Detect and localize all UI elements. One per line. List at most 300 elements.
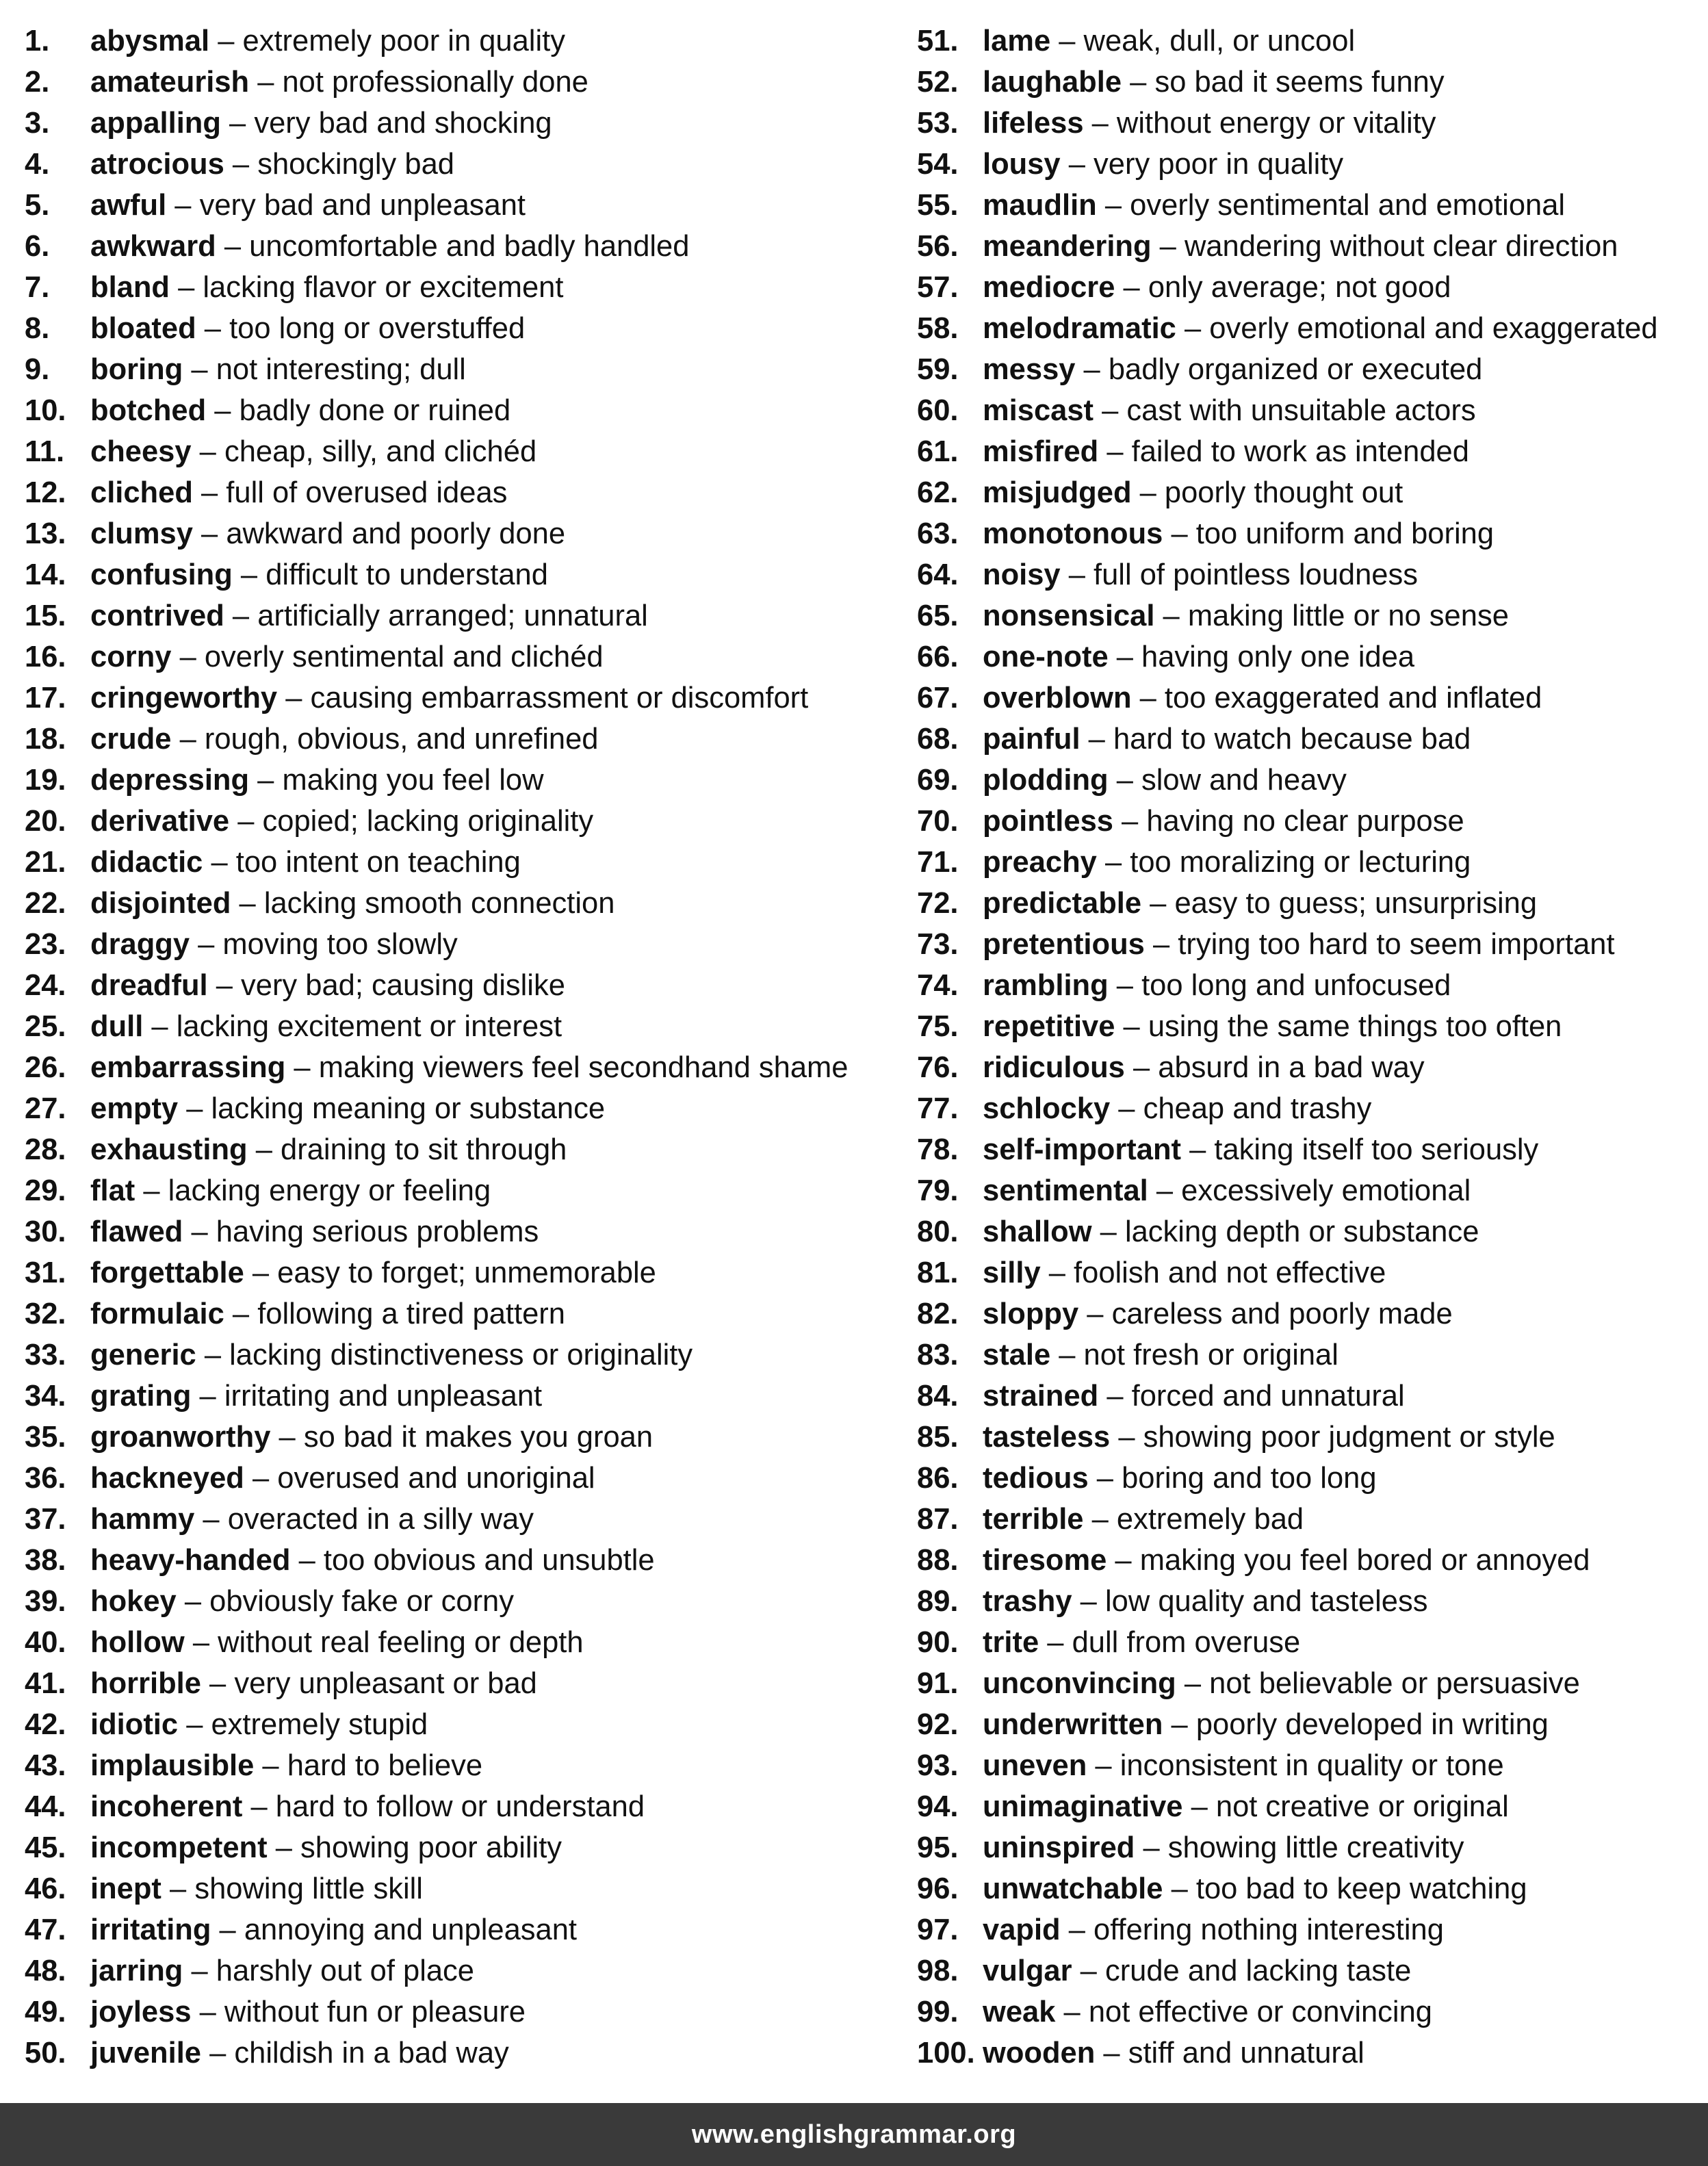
item-separator: – (1118, 1421, 1135, 1454)
item-word: overblown (983, 682, 1132, 714)
item-separator: – (179, 641, 196, 673)
item-word: appalling (90, 107, 221, 140)
item-separator: – (1102, 394, 1119, 427)
item-separator: – (198, 928, 215, 961)
item-definition: lacking distinctiveness or originality (229, 1339, 693, 1371)
list-item (917, 965, 1704, 1006)
list-item (25, 185, 907, 226)
item-definition: lacking smooth connection (263, 887, 615, 920)
list-item (917, 103, 1704, 144)
list-item (25, 842, 907, 883)
item-number: 20. (25, 805, 66, 838)
list-item (25, 719, 907, 760)
item-definition: too exaggerated and inflated (1164, 682, 1542, 714)
list-item (25, 21, 907, 62)
item-word: melodramatic (983, 312, 1176, 345)
item-separator: – (170, 1872, 187, 1905)
list-item (25, 1499, 907, 1540)
item-number: 31. (25, 1256, 66, 1289)
item-separator: – (252, 1256, 270, 1289)
item-definition: weak, dull, or uncool (1083, 25, 1356, 57)
item-separator: – (1091, 107, 1109, 140)
item-definition: lacking meaning or substance (211, 1092, 606, 1125)
list-item (917, 472, 1704, 513)
item-separator: – (151, 1010, 168, 1043)
item-definition: lacking energy or feeling (168, 1174, 491, 1207)
item-word: groanworthy (90, 1421, 271, 1454)
item-separator: – (279, 1421, 296, 1454)
item-word: empty (90, 1092, 179, 1125)
item-definition: extremely poor in quality (242, 25, 565, 57)
item-number: 87. (917, 1503, 959, 1536)
item-number: 8. (25, 312, 50, 345)
item-word: derivative (90, 805, 230, 838)
list-item (25, 1991, 907, 2033)
list-item (25, 1786, 907, 1827)
item-number: 83. (917, 1339, 959, 1371)
item-number: 79. (917, 1174, 959, 1207)
item-number: 43. (25, 1749, 66, 1782)
item-word: didactic (90, 846, 203, 879)
item-separator: – (186, 1092, 203, 1125)
item-definition: harshly out of place (216, 1955, 474, 1987)
item-number: 57. (917, 271, 959, 304)
list-item (25, 144, 907, 185)
item-separator: – (203, 1503, 220, 1536)
footer-bar (0, 2103, 1708, 2166)
list-item (25, 760, 907, 801)
item-definition: making little or no sense (1187, 599, 1509, 632)
item-separator: – (179, 723, 196, 756)
item-separator: – (219, 1913, 236, 1946)
item-separator: – (229, 107, 246, 140)
item-definition: cast with unsuitable actors (1126, 394, 1476, 427)
list-item (25, 1335, 907, 1376)
list-item (25, 1088, 907, 1129)
list-item (917, 226, 1704, 267)
item-number: 47. (25, 1913, 66, 1946)
item-word: inept (90, 1872, 161, 1905)
item-definition: very bad and shocking (254, 107, 552, 140)
item-definition: irritating and unpleasant (224, 1380, 543, 1413)
item-number: 39. (25, 1585, 66, 1618)
item-separator: – (1063, 1996, 1081, 2028)
item-number: 26. (25, 1051, 66, 1084)
list-item (25, 1047, 907, 1088)
list-item (917, 1868, 1704, 1909)
item-separator: – (1068, 1913, 1085, 1946)
list-item (25, 1252, 907, 1293)
item-separator: – (1116, 969, 1133, 1002)
list-item (917, 1417, 1704, 1458)
item-definition: following a tired pattern (257, 1298, 565, 1330)
item-number: 41. (25, 1667, 66, 1700)
item-word: botched (90, 394, 207, 427)
item-word: tiresome (983, 1544, 1107, 1577)
item-definition: offering nothing interesting (1094, 1913, 1444, 1946)
item-number: 78. (917, 1133, 959, 1166)
list-item (25, 431, 907, 472)
list-item (917, 1047, 1704, 1088)
item-definition: very bad and unpleasant (199, 189, 526, 222)
item-number: 24. (25, 969, 66, 1002)
item-separator: – (191, 1215, 208, 1248)
list-item (25, 1006, 907, 1047)
item-word: atrocious (90, 148, 224, 181)
list-item (917, 144, 1704, 185)
list-item (25, 554, 907, 595)
list-item (25, 1211, 907, 1252)
item-separator: – (1115, 1544, 1132, 1577)
item-separator: – (1100, 1215, 1117, 1248)
item-definition: showing little creativity (1167, 1831, 1464, 1864)
item-word: strained (983, 1380, 1099, 1413)
list-item (25, 1827, 907, 1868)
list-item (917, 431, 1704, 472)
item-definition: easy to forget; unmemorable (277, 1256, 656, 1289)
list-item (25, 308, 907, 349)
list-item (25, 267, 907, 308)
list-item (25, 1868, 907, 1909)
item-number: 71. (917, 846, 959, 879)
item-definition: taking itself too seriously (1214, 1133, 1539, 1166)
item-definition: wandering without clear direction (1184, 230, 1618, 263)
item-word: pretentious (983, 928, 1145, 961)
item-number: 72. (917, 887, 959, 920)
item-number: 66. (917, 641, 959, 673)
list-item (25, 390, 907, 431)
item-word: meandering (983, 230, 1152, 263)
item-number: 1. (25, 25, 50, 57)
item-word: shallow (983, 1215, 1092, 1248)
item-definition: too bad to keep watching (1195, 1872, 1527, 1905)
list-item (25, 801, 907, 842)
item-separator: – (1059, 25, 1076, 57)
item-definition: careless and poorly made (1111, 1298, 1453, 1330)
item-separator: – (1048, 1256, 1065, 1289)
list-item (917, 801, 1704, 842)
item-number: 54. (917, 148, 959, 181)
item-word: uneven (983, 1749, 1087, 1782)
item-definition: foolish and not effective (1074, 1256, 1386, 1289)
item-number: 92. (917, 1708, 959, 1741)
list-item (917, 1376, 1704, 1417)
list-item (917, 308, 1704, 349)
list-item (917, 1745, 1704, 1786)
list-item (917, 1581, 1704, 1622)
item-word: implausible (90, 1749, 255, 1782)
item-word: messy (983, 353, 1076, 386)
item-word: bland (90, 271, 170, 304)
item-word: flat (90, 1174, 135, 1207)
item-definition: rough, obvious, and unrefined (204, 723, 599, 756)
item-number: 16. (25, 641, 66, 673)
item-separator: – (232, 1298, 250, 1330)
item-number: 75. (917, 1010, 959, 1043)
item-separator: – (143, 1174, 160, 1207)
item-separator: – (1191, 1790, 1208, 1823)
item-separator: – (184, 1585, 202, 1618)
item-number: 73. (917, 928, 959, 961)
item-separator: – (199, 435, 216, 468)
item-separator: – (191, 353, 208, 386)
item-separator: – (1104, 846, 1122, 879)
item-number: 9. (25, 353, 50, 386)
item-number: 80. (917, 1215, 959, 1248)
item-definition: childish in a bad way (234, 2037, 509, 2070)
item-number: 14. (25, 558, 66, 591)
list-item (25, 1745, 907, 1786)
item-number: 27. (25, 1092, 66, 1125)
item-number: 65. (917, 599, 959, 632)
item-word: silly (983, 1256, 1041, 1289)
item-number: 96. (917, 1872, 959, 1905)
item-separator: – (275, 1831, 292, 1864)
item-definition: full of overused ideas (226, 476, 508, 509)
item-separator: – (1156, 1174, 1174, 1207)
item-separator: – (214, 394, 231, 427)
item-separator: – (1171, 1708, 1188, 1741)
item-separator: – (1088, 723, 1105, 756)
item-word: schlocky (983, 1092, 1111, 1125)
item-number: 53. (917, 107, 959, 140)
item-definition: annoying and unpleasant (244, 1913, 577, 1946)
item-separator: – (1123, 1010, 1140, 1043)
item-definition: absurd in a bad way (1158, 1051, 1425, 1084)
item-number: 45. (25, 1831, 66, 1864)
item-definition: lacking depth or substance (1124, 1215, 1479, 1248)
list-item (917, 678, 1704, 719)
item-word: unwatchable (983, 1872, 1163, 1905)
item-definition: hard to follow or understand (275, 1790, 645, 1823)
item-separator: – (1096, 1462, 1113, 1495)
item-number: 86. (917, 1462, 959, 1495)
item-word: underwritten (983, 1708, 1163, 1741)
item-word: awful (90, 189, 167, 222)
item-separator: – (174, 189, 192, 222)
item-word: abysmal (90, 25, 210, 57)
item-number: 46. (25, 1872, 66, 1905)
item-number: 90. (917, 1626, 959, 1659)
item-separator: – (1068, 148, 1085, 181)
item-definition: having only one idea (1141, 641, 1415, 673)
item-word: preachy (983, 846, 1097, 879)
item-number: 56. (917, 230, 959, 263)
item-separator: – (1068, 558, 1085, 591)
item-word: painful (983, 723, 1081, 756)
item-separator: – (186, 1708, 203, 1741)
item-separator: – (1122, 805, 1139, 838)
list-item (25, 1129, 907, 1170)
item-definition: overacted in a silly way (227, 1503, 534, 1536)
item-number: 62. (917, 476, 959, 509)
item-number: 13. (25, 517, 66, 550)
list-item (25, 924, 907, 965)
footer-url[interactable]: www.englishgrammar.org (691, 2119, 1017, 2149)
item-separator: – (1059, 1339, 1076, 1371)
item-definition: trying too hard to seem important (1178, 928, 1615, 961)
item-word: weak (983, 1996, 1056, 2028)
item-word: unimaginative (983, 1790, 1183, 1823)
item-number: 30. (25, 1215, 66, 1248)
item-definition: too moralizing or lecturing (1130, 846, 1471, 879)
item-word: cliched (90, 476, 193, 509)
item-definition: inconsistent in quality or tone (1120, 1749, 1504, 1782)
item-separator: – (1139, 682, 1156, 714)
item-number: 74. (917, 969, 959, 1002)
item-number: 76. (917, 1051, 959, 1084)
item-definition: using the same things too often (1148, 1010, 1562, 1043)
list-item (917, 760, 1704, 801)
item-separator: – (239, 887, 256, 920)
list-item (25, 226, 907, 267)
item-separator: – (1184, 1667, 1202, 1700)
item-definition: making viewers feel secondhand shame (318, 1051, 849, 1084)
item-number: 89. (917, 1585, 959, 1618)
list-item (25, 1540, 907, 1581)
item-definition: easy to guess; unsurprising (1174, 887, 1538, 920)
item-definition: so bad it makes you groan (303, 1421, 654, 1454)
list-item (25, 636, 907, 678)
item-word: hokey (90, 1585, 177, 1618)
item-separator: – (1139, 476, 1156, 509)
item-word: incoherent (90, 1790, 243, 1823)
item-word: exhausting (90, 1133, 248, 1166)
item-definition: uncomfortable and badly handled (249, 230, 690, 263)
item-separator: – (1123, 271, 1140, 304)
list-item (25, 1663, 907, 1704)
item-number: 81. (917, 1256, 959, 1289)
item-separator: – (209, 1667, 227, 1700)
item-definition: lacking excitement or interest (176, 1010, 562, 1043)
item-definition: not effective or convincing (1088, 1996, 1432, 2028)
item-number: 85. (917, 1421, 959, 1454)
list-item (917, 1909, 1704, 1950)
item-definition: very bad; causing dislike (241, 969, 565, 1002)
item-separator: – (192, 1626, 210, 1659)
list-item (917, 513, 1704, 554)
item-separator: – (201, 476, 218, 509)
list-item (917, 1622, 1704, 1663)
item-definition: showing poor ability (300, 1831, 562, 1864)
item-separator: – (1143, 1831, 1160, 1864)
list-item (917, 554, 1704, 595)
item-number: 4. (25, 148, 50, 181)
item-word: sloppy (983, 1298, 1079, 1330)
item-separator: – (191, 1955, 208, 1987)
list-item (917, 1293, 1704, 1335)
item-word: sentimental (983, 1174, 1148, 1207)
item-number: 36. (25, 1462, 66, 1495)
item-number: 70. (917, 805, 959, 838)
list-item (25, 965, 907, 1006)
item-definition: so bad it seems funny (1154, 66, 1445, 99)
item-separator: – (224, 230, 242, 263)
item-word: plodding (983, 764, 1109, 797)
list-item (25, 513, 907, 554)
item-word: generic (90, 1339, 196, 1371)
item-definition: lacking flavor or excitement (203, 271, 564, 304)
item-word: ridiculous (983, 1051, 1125, 1084)
list-item (917, 719, 1704, 760)
item-word: nonsensical (983, 599, 1155, 632)
list-item (917, 595, 1704, 636)
item-word: clumsy (90, 517, 193, 550)
list-item (917, 1991, 1704, 2033)
item-separator: – (1133, 1051, 1150, 1084)
item-separator: – (1107, 1380, 1124, 1413)
item-number: 23. (25, 928, 66, 961)
item-definition: awkward and poorly done (226, 517, 566, 550)
item-word: confusing (90, 558, 233, 591)
item-word: draggy (90, 928, 190, 961)
item-definition: too obvious and unsubtle (323, 1544, 655, 1577)
item-separator: – (1116, 764, 1133, 797)
list-item (917, 883, 1704, 924)
item-number: 82. (917, 1298, 959, 1330)
list-item (917, 1335, 1704, 1376)
list-item (25, 103, 907, 144)
item-definition: not creative or original (1215, 1790, 1509, 1823)
item-separator: – (1080, 1585, 1097, 1618)
item-separator: – (257, 764, 274, 797)
item-number: 11. (25, 435, 65, 468)
item-separator: – (199, 1996, 216, 2028)
list-item (917, 1129, 1704, 1170)
item-separator: – (201, 517, 218, 550)
list-item (25, 595, 907, 636)
item-separator: – (285, 682, 302, 714)
list-item (917, 1663, 1704, 1704)
list-item (917, 842, 1704, 883)
item-definition: full of pointless loudness (1094, 558, 1418, 591)
list-item (25, 1458, 907, 1499)
item-definition: without real feeling or depth (218, 1626, 584, 1659)
item-definition: without fun or pleasure (224, 1996, 526, 2028)
item-definition: draining to sit through (281, 1133, 567, 1166)
item-separator: – (255, 1133, 272, 1166)
item-definition: cheap and trashy (1143, 1092, 1372, 1125)
list-item (917, 2033, 1704, 2074)
item-number: 49. (25, 1996, 66, 2028)
item-separator: – (298, 1544, 315, 1577)
list-item (917, 1252, 1704, 1293)
item-word: noisy (983, 558, 1061, 591)
list-item (25, 1622, 907, 1663)
item-word: mediocre (983, 271, 1115, 304)
item-separator: – (204, 312, 221, 345)
item-separator: – (1116, 641, 1133, 673)
item-number: 44. (25, 1790, 66, 1823)
item-definition: cheap, silly, and clichéd (224, 435, 537, 468)
list-item (25, 472, 907, 513)
item-word: disjointed (90, 887, 231, 920)
item-number: 3. (25, 107, 50, 140)
item-separator: – (1047, 1626, 1064, 1659)
item-word: heavy-handed (90, 1544, 291, 1577)
item-word: flawed (90, 1215, 183, 1248)
item-word: maudlin (983, 189, 1097, 222)
item-number: 5. (25, 189, 50, 222)
item-word: dull (90, 1010, 144, 1043)
item-number: 84. (917, 1380, 959, 1413)
item-word: cringeworthy (90, 682, 278, 714)
item-separator: – (1159, 230, 1176, 263)
item-word: formulaic (90, 1298, 224, 1330)
list-item (917, 1950, 1704, 1991)
item-definition: overly sentimental and emotional (1130, 189, 1566, 222)
item-separator: – (209, 2037, 227, 2070)
